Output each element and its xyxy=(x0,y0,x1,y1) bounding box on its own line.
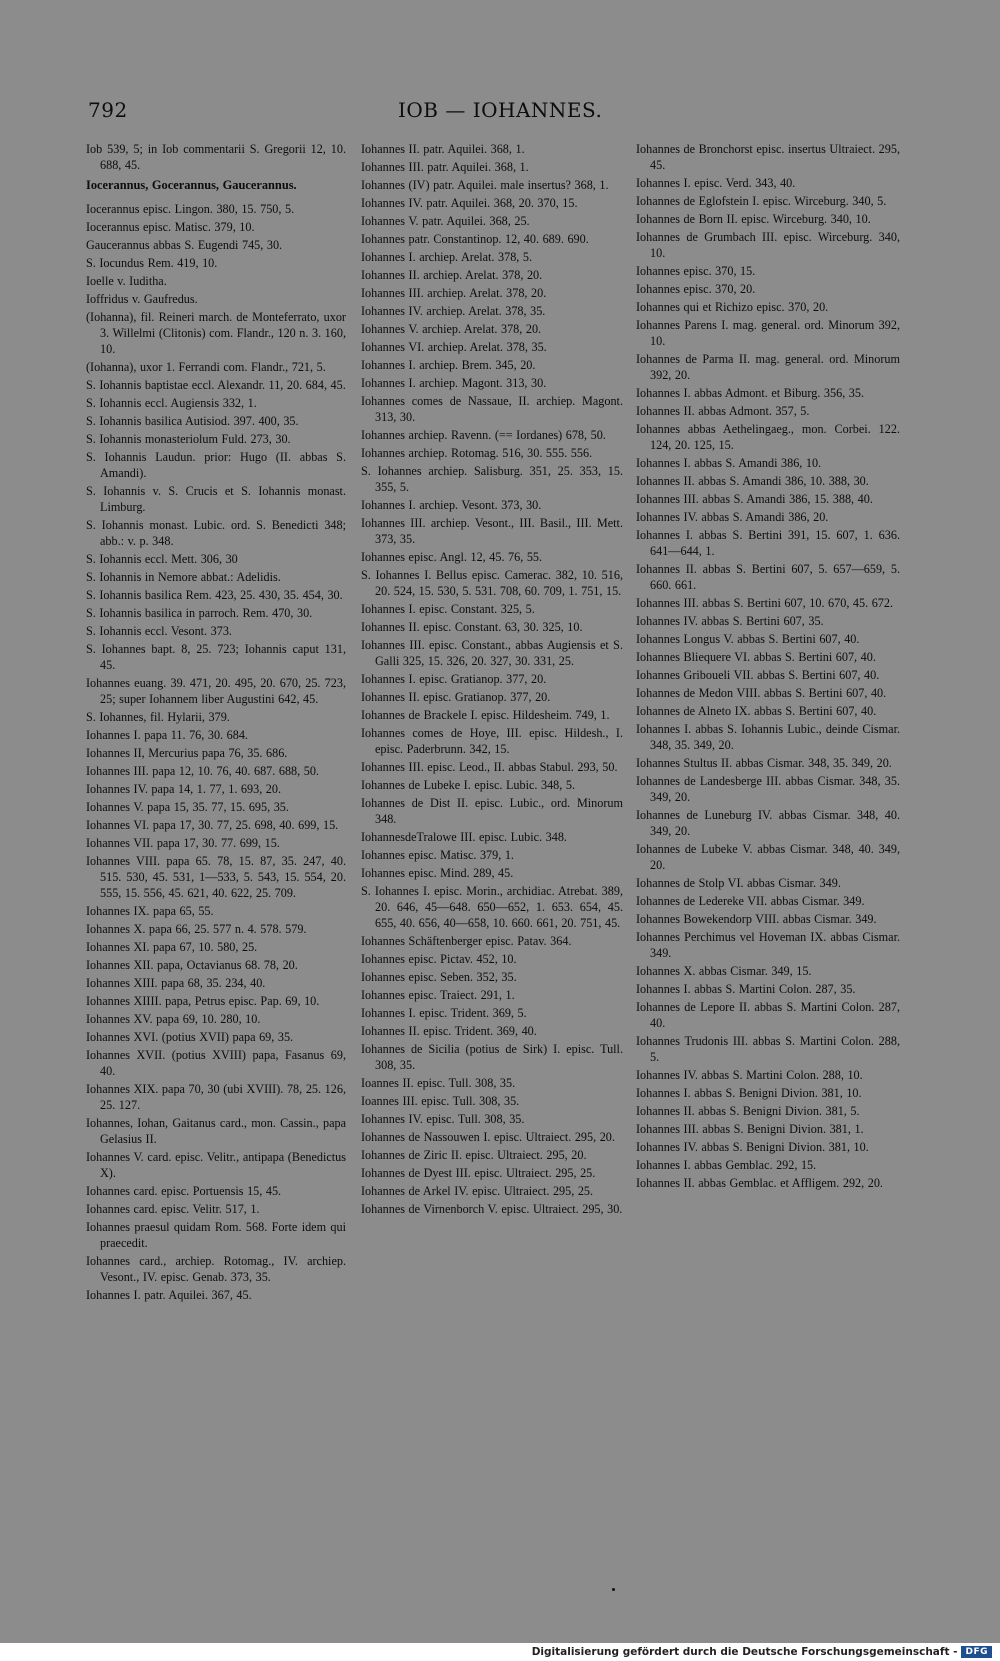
index-entry: Iohannes IV. papa 14, 1. 77, 1. 693, 20. xyxy=(86,782,282,796)
index-entry: Iohannes I. abbas S. Martini Colon. 287, 35. xyxy=(636,982,856,996)
index-entry: Iohannes II. abbas S. Amandi 386, 10. 388, 30. xyxy=(636,474,869,488)
index-entry: Iohannes de Brackele I. episc. Hildesheim. 749, 1. xyxy=(361,708,610,722)
index-entry: Gaucerannus abbas S. Eugendi 745, 30. xyxy=(86,238,283,252)
index-entry: Iohannes I. episc. Gratianop. 377, 20. xyxy=(361,672,547,686)
index-entry: Iohannes I. archiep. Arelat. 378, 5. xyxy=(361,250,533,264)
index-entry: Iohannes de Landesberge III. abbas Cismar. 348, 35. 349, 20. xyxy=(636,774,900,804)
index-entry: Iohannes VII. papa 17, 30. 77. 699, 15. xyxy=(86,836,280,850)
index-entry: Iohannes abbas Aethelingaeg., mon. Corbei. 122. 124, 20. 125, 15. xyxy=(636,422,900,452)
index-entry: Iohannes II. abbas S. Bertini 607, 5. 657—659, 5. 660. 661. xyxy=(636,562,900,592)
dfg-logo-icon: DFG xyxy=(961,1646,992,1658)
index-entry: Iohannes V. papa 15, 35. 77, 15. 695, 35. xyxy=(86,800,289,814)
index-entry: Iohannes II. episc. Gratianop. 377, 20. xyxy=(361,690,551,704)
index-entry: S. Iohannis eccl. Vesont. 373. xyxy=(86,624,232,638)
index-entry: Iohannes episc. Traiect. 291, 1. xyxy=(361,988,515,1002)
index-column-3 xyxy=(636,141,900,1193)
index-entry: Ioffridus v. Gaufredus. xyxy=(86,292,198,306)
index-entry: Iohannes de Parma II. mag. general. ord. Minorum 392, 20. xyxy=(636,352,900,382)
index-entry: Iohannes archiep. Ravenn. (== Iordanes) 678, 50. xyxy=(361,428,606,442)
index-entry: Iohannes de Luneburg IV. abbas Cismar. 348, 40. 349, 20. xyxy=(636,808,900,838)
index-entry: Iohannes III. archiep. Arelat. 378, 20. xyxy=(361,286,547,300)
index-entry: Iohannes episc. Angl. 12, 45. 76, 55. xyxy=(361,550,543,564)
index-entry: Iohannes XVII. (potius XVIII) papa, Fasanus 69, 40. xyxy=(86,1048,346,1078)
index-entry: Iohannes III. episc. Leod., II. abbas Stabul. 293, 50. xyxy=(361,760,618,774)
index-entry: S. Iohannis baptistae eccl. Alexandr. 11, 20. 684, 45. xyxy=(86,378,346,392)
index-entry: Iohannes III. patr. Aquilei. 368, 1. xyxy=(361,160,529,174)
index-entry: Iohannes XIIII. papa, Petrus episc. Pap. 69, 10. xyxy=(86,994,320,1008)
index-entry: Iohannes Perchimus vel Hoveman IX. abbas Cismar. 349. xyxy=(636,930,900,960)
index-entry: Iohannes IV. abbas S. Bertini 607, 35. xyxy=(636,614,824,628)
index-entry: Iohannes II, Mercurius papa 76, 35. 686. xyxy=(86,746,288,760)
index-entry: Iohannes IV. abbas S. Amandi 386, 20. xyxy=(636,510,829,524)
index-entry: Iohannes de Stolp VI. abbas Cismar. 349. xyxy=(636,876,841,890)
index-entry: S. Iohannes archiep. Salisburg. 351, 25. 353, 15. 355, 5. xyxy=(361,464,623,494)
index-entry: Iohannes XII. papa, Octavianus 68. 78, 20. xyxy=(86,958,298,972)
index-entry: Iohannes IX. papa 65, 55. xyxy=(86,904,214,918)
index-entry: Iohannes I. abbas S. Benigni Divion. 381, 10. xyxy=(636,1086,862,1100)
index-entry: Iohannes de Ziric II. episc. Ultraiect. 295, 20. xyxy=(361,1148,587,1162)
index-entry: Iohannes de Alneto IX. abbas S. Bertini 607, 40. xyxy=(636,704,877,718)
index-entry: S. Iohannes bapt. 8, 25. 723; Iohannis caput 131, 45. xyxy=(86,642,346,672)
index-entry: S. Iohannis monast. Lubic. ord. S. Benedicti 348; abb.: v. p. 348. xyxy=(86,518,346,548)
index-entry: S. Iohannis eccl. Augiensis 332, 1. xyxy=(86,396,257,410)
index-entry: S. Iohannis Laudun. prior: Hugo (II. abbas S. Amandi). xyxy=(86,450,346,480)
index-entry: Iohannes episc. 370, 20. xyxy=(636,282,756,296)
index-entry: Iohannes X. abbas Cismar. 349, 15. xyxy=(636,964,812,978)
index-entry: Iohannes euang. 39. 471, 20. 495, 20. 670, 25. 723, 25; super Iohannem liber Augustini 642, 45. xyxy=(86,676,346,706)
index-entry: Iohannes episc. Matisc. 379, 1. xyxy=(361,848,514,862)
index-entry: Iohannes V. archiep. Arelat. 378, 20. xyxy=(361,322,542,336)
index-entry: Iohannes III. archiep. Vesont., III. Basil., III. Mett. 373, 35. xyxy=(361,516,623,546)
index-entry: Iohannes III. abbas S. Bertini 607, 10. 670, 45. 672. xyxy=(636,596,894,610)
index-entry: Iohannes I. abbas S. Amandi 386, 10. xyxy=(636,456,822,470)
index-entry: Iohannes archiep. Rotomag. 516, 30. 555. 556. xyxy=(361,446,593,460)
index-entry: Ioelle v. Iuditha. xyxy=(86,274,167,288)
index-entry: Iohannes I. papa 11. 76, 30. 684. xyxy=(86,728,248,742)
index-entry: Iohannes IV. patr. Aquilei. 368, 20. 370, 15. xyxy=(361,196,578,210)
index-entry: S. Iohannis basilica Autisiod. 397. 400, 35. xyxy=(86,414,299,428)
index-entry: Iohannes Stultus II. abbas Cismar. 348, 35. 349, 20. xyxy=(636,756,892,770)
index-entry: Iohannes I. episc. Constant. 325, 5. xyxy=(361,602,535,616)
digitization-footer xyxy=(0,1643,1000,1661)
index-entry: Iohannes de Dist II. episc. Lubic., ord. Minorum 348. xyxy=(361,796,623,826)
index-entry: Iohannes de Virnenborch V. episc. Ultraiect. 295, 30. xyxy=(361,1202,623,1216)
index-entry: S. Iohannes I. episc. Morin., archidiac. Atrebat. 389, 20. 646, 45—648. 650—652, 1. 653. 654, 45. 655, 40. 656, 40—658, 10. 660. 661, 20. 751, 45. xyxy=(361,884,623,930)
index-entry: S. Iohannis monasteriolum Fuld. 273, 30. xyxy=(86,432,291,446)
index-entry: Iohannes Trudonis III. abbas S. Martini Colon. 288, 5. xyxy=(636,1034,900,1064)
index-entry: Iohannes Schäftenberger episc. Patav. 364. xyxy=(361,934,572,948)
index-entry: Iohannes card. episc. Velitr. 517, 1. xyxy=(86,1202,260,1216)
index-entry: Iohannes XI. papa 67, 10. 580, 25. xyxy=(86,940,258,954)
index-entry: Iohannes Griboueli VII. abbas S. Bertini 607, 40. xyxy=(636,668,880,682)
index-entry: Iohannes de Born II. episc. Wirceburg. 340, 10. xyxy=(636,212,871,226)
index-entry: S. Iohannes, fil. Hylarii, 379. xyxy=(86,710,230,724)
index-entry: Iohannes (IV) patr. Aquilei. male insertus? 368, 1. xyxy=(361,178,609,192)
index-entry: Iob 539, 5; in Iob commentarii S. Gregorii 12, 10. 688, 45. xyxy=(86,142,346,172)
index-entry: Iohannes patr. Constantinop. 12, 40. 689. 690. xyxy=(361,232,589,246)
index-entry: Iohannes I. abbas Gemblac. 292, 15. xyxy=(636,1158,817,1172)
index-entry: Iohannes de Bronchorst episc. insertus Ultraiect. 295, 45. xyxy=(636,142,900,172)
index-entry: Ioannes II. episc. Tull. 308, 35. xyxy=(361,1076,516,1090)
index-entry: Iohannes de Lepore II. abbas S. Martini Colon. 287, 40. xyxy=(636,1000,900,1030)
index-entry: Iohannes VIII. papa 65. 78, 15. 87, 35. 247, 40. 515. 530, 45. 531, 1—533, 5. 543, 15. 554, 20. 555, 15. 556, 45. 621, 40. 622, 25. 709. xyxy=(86,854,346,900)
index-entry: Iohannes III. abbas S. Benigni Divion. 381, 1. xyxy=(636,1122,864,1136)
index-entry: Iohannes de Medon VIII. abbas S. Bertini 607, 40. xyxy=(636,686,887,700)
index-entry: Iohannes I. archiep. Brem. 345, 20. xyxy=(361,358,536,372)
index-entry: Iohannes I. episc. Verd. 343, 40. xyxy=(636,176,796,190)
index-entry: Iohannes XV. papa 69, 10. 280, 10. xyxy=(86,1012,261,1026)
index-entry: Iohannes, Iohan, Gaitanus card., mon. Cassin., papa Gelasius II. xyxy=(86,1116,346,1146)
index-entry: Iohannes II. patr. Aquilei. 368, 1. xyxy=(361,142,525,156)
index-entry: Iohannes III. abbas S. Amandi 386, 15. 388, 40. xyxy=(636,492,873,506)
index-entry: Iohannes XIX. papa 70, 30 (ubi XVIII). 78, 25. 126, 25. 127. xyxy=(86,1082,346,1112)
index-entry: Iohannes II. archiep. Arelat. 378, 20. xyxy=(361,268,543,282)
index-entry: Iohannes Longus V. abbas S. Bertini 607, 40. xyxy=(636,632,860,646)
index-entry: S. Iocundus Rem. 419, 10. xyxy=(86,256,218,270)
index-entry: Iohannes de Ledereke VII. abbas Cismar. 349. xyxy=(636,894,865,908)
index-entry: Iohannes I. archiep. Vesont. 373, 30. xyxy=(361,498,542,512)
index-entry: S. Iohannis basilica in parroch. Rem. 470, 30. xyxy=(86,606,313,620)
page-header xyxy=(88,98,898,128)
page-number: 792 xyxy=(88,98,128,122)
index-column-2 xyxy=(361,141,623,1219)
index-entry: Iohannes XVI. (potius XVII) papa 69, 35. xyxy=(86,1030,294,1044)
index-entry: Iohannes episc. Mind. 289, 45. xyxy=(361,866,514,880)
index-entry: Iohannes I. episc. Trident. 369, 5. xyxy=(361,1006,527,1020)
index-entry: Iohannes de Sicilia (potius de Sirk) I. episc. Tull. 308, 35. xyxy=(361,1042,623,1072)
index-entry: Iohannes I. abbas Admont. et Biburg. 356, 35. xyxy=(636,386,865,400)
index-entry: Iohannes Parens I. mag. general. ord. Minorum 392, 10. xyxy=(636,318,900,348)
index-entry: Iohannes II. abbas S. Benigni Divion. 381, 5. xyxy=(636,1104,860,1118)
index-entry: Iohannes episc. Seben. 352, 35. xyxy=(361,970,517,984)
index-entry: Iohannes de Eglofstein I. episc. Wirceburg. 340, 5. xyxy=(636,194,887,208)
index-entry: Iohannes de Lubeke I. episc. Lubic. 348, 5. xyxy=(361,778,576,792)
index-entry: Iohannes card., archiep. Rotomag., IV. archiep. Vesont., IV. episc. Genab. 373, 35. xyxy=(86,1254,346,1284)
index-entry: Iohannes IV. abbas S. Martini Colon. 288, 10. xyxy=(636,1068,863,1082)
index-entry: IohannesdeTralowe III. episc. Lubic. 348. xyxy=(361,830,567,844)
index-entry: Iohannes I. abbas S. Iohannis Lubic., deinde Cismar. 348, 35. 349, 20. xyxy=(636,722,900,752)
index-entry: Iohannes V. card. episc. Velitr., antipapa (Benedictus X). xyxy=(86,1150,346,1180)
footer-credit-text: Digitalisierung gefördert durch die Deutsche Forschungsgemeinschaft - xyxy=(531,1646,958,1658)
index-entry: Iohannes V. patr. Aquilei. 368, 25. xyxy=(361,214,530,228)
index-entry: S. Iohannis eccl. Mett. 306, 30 xyxy=(86,552,238,566)
index-entry: Iohannes Bliequere VI. abbas S. Bertini 607, 40. xyxy=(636,650,876,664)
index-entry: Iocerannus episc. Lingon. 380, 15. 750, 5. xyxy=(86,202,295,216)
index-entry: Iohannes IV. abbas S. Benigni Divion. 381, 10. xyxy=(636,1140,869,1154)
index-entry: (Iohanna), fil. Reineri march. de Monteferrato, uxor 3. Willelmi (Clitonis) com. Flandr., 120 n. 3. 160, 10. xyxy=(86,310,347,356)
index-entry: Iohannes card. episc. Portuensis 15, 45. xyxy=(86,1184,282,1198)
index-entry: Ioannes III. episc. Tull. 308, 35. xyxy=(361,1094,520,1108)
index-entry: S. Iohannes I. Bellus episc. Camerac. 382, 10. 516, 20. 524, 15. 530, 5. 531. 708, 60. 709, 1. 751, 15. xyxy=(361,568,623,598)
index-entry: (Iohanna), uxor 1. Ferrandi com. Flandr., 721, 5. xyxy=(86,360,326,374)
index-entry: Iohannes II. episc. Trident. 369, 40. xyxy=(361,1024,537,1038)
index-entry: Iohannes comes de Nassaue, II. archiep. Magont. 313, 30. xyxy=(361,394,623,424)
index-entry: Iohannes IV. episc. Tull. 308, 35. xyxy=(361,1112,525,1126)
index-entry: Iohannes X. papa 66, 25. 577 n. 4. 578. 579. xyxy=(86,922,307,936)
running-title: IOB — IOHANNES. xyxy=(398,98,603,122)
index-entry: Iohannes episc. 370, 15. xyxy=(636,264,756,278)
index-entry: Iohannes I. abbas S. Bertini 391, 15. 607, 1. 636. 641—644, 1. xyxy=(636,528,900,558)
printer-mark-dot xyxy=(612,1588,615,1591)
index-entry: Iohannes II. abbas Gemblac. et Affligem. 292, 20. xyxy=(636,1176,883,1190)
index-entry: Iohannes I. patr. Aquilei. 367, 45. xyxy=(86,1288,252,1302)
index-entry: Iohannes de Dyest III. episc. Ultraiect. 295, 25. xyxy=(361,1166,596,1180)
index-entry: Iohannes de Arkel IV. episc. Ultraiect. 295, 25. xyxy=(361,1184,594,1198)
section-heading: Iocerannus, Gocerannus, Gaucerannus. xyxy=(86,178,297,192)
index-entry: Iohannes III. papa 12, 10. 76, 40. 687. 688, 50. xyxy=(86,764,319,778)
index-entry: Iohannes comes de Hoye, III. episc. Hildesh., I. episc. Paderbrunn. 342, 15. xyxy=(361,726,623,756)
index-entry: Iohannes praesul quidam Rom. 568. Forte idem qui praecedit. xyxy=(86,1220,346,1250)
index-entry: S. Iohannis basilica Rem. 423, 25. 430, 35. 454, 30. xyxy=(86,588,343,602)
index-entry: Iohannes III. episc. Constant., abbas Augiensis et S. Galli 325, 15. 326, 20. 327, 30. 331, 25. xyxy=(361,638,623,668)
index-entry: Iohannes VI. archiep. Arelat. 378, 35. xyxy=(361,340,547,354)
index-entry: Iohannes episc. Pictav. 452, 10. xyxy=(361,952,517,966)
index-entry: Iohannes Bowekendorp VIII. abbas Cismar. 349. xyxy=(636,912,877,926)
index-entry: Iocerannus episc. Matisc. 379, 10. xyxy=(86,220,255,234)
index-entry: Iohannes II. episc. Constant. 63, 30. 325, 10. xyxy=(361,620,583,634)
index-entry: Iohannes qui et Richizo episc. 370, 20. xyxy=(636,300,829,314)
index-entry: Iohannes VI. papa 17, 30. 77, 25. 698, 40. 699, 15. xyxy=(86,818,339,832)
index-entry: S. Iohannis v. S. Crucis et S. Iohannis monast. Limburg. xyxy=(86,484,346,514)
index-entry: Iohannes de Grumbach III. episc. Wirceburg. 340, 10. xyxy=(636,230,900,260)
index-column-1 xyxy=(86,141,346,1305)
index-entry: Iohannes de Nassouwen I. episc. Ultraiect. 295, 20. xyxy=(361,1130,615,1144)
index-entry: Iohannes II. abbas Admont. 357, 5. xyxy=(636,404,810,418)
index-entry: S. Iohannis in Nemore abbat.: Adelidis. xyxy=(86,570,281,584)
index-entry: Iohannes I. archiep. Magont. 313, 30. xyxy=(361,376,547,390)
index-entry: Iohannes IV. archiep. Arelat. 378, 35. xyxy=(361,304,546,318)
index-entry: Iohannes de Lubeke V. abbas Cismar. 348, 40. 349, 20. xyxy=(636,842,900,872)
index-entry: Iohannes XIII. papa 68, 35. 234, 40. xyxy=(86,976,266,990)
